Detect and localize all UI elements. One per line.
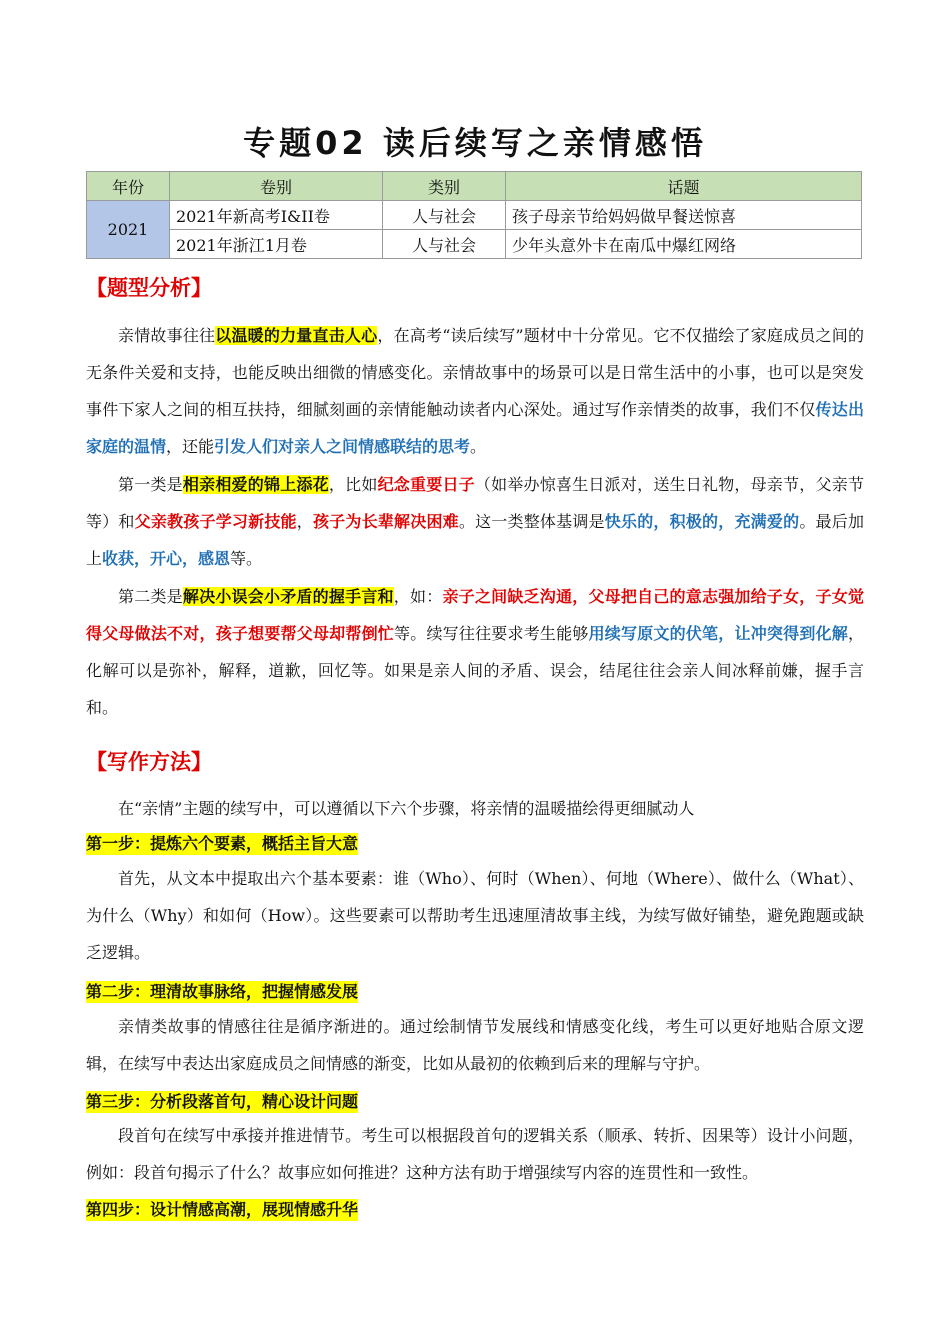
step-2-heading: 第二步：理清故事脉络，把握情感发展 — [86, 982, 359, 1001]
table-row — [87, 230, 862, 259]
analysis-heading: 【题型分析】 — [86, 276, 212, 300]
header-paper: 卷别 — [170, 172, 383, 201]
highlight: 相亲相爱的锦上添花 — [182, 475, 329, 494]
blue-emphasis: 传达出家庭的温情 — [86, 400, 864, 456]
text: 等。续写往往要求考生能够 — [394, 624, 589, 643]
red-emphasis: 亲子之间缺乏沟通，父母把自己的意志强加给子女，子女觉得父母做法不对，孩子想要帮父母却帮倒忙 — [86, 587, 864, 643]
blue-emphasis: 快乐的，积极的，充满爱的 — [604, 512, 800, 531]
text: ，化解可以是弥补，解释，道歉，回忆等。如果是亲人间的矛盾、误会，结尾往往会亲人间冰释前嫌，握手言和。 — [86, 624, 864, 717]
table-row — [87, 201, 862, 230]
text: ， — [296, 512, 313, 531]
paper-cell: 2021年新高考I&II卷 — [170, 201, 383, 230]
header-category: 类别 — [383, 172, 506, 201]
year-cell: 2021 — [87, 201, 170, 259]
topic-cell: 少年头意外卡在南瓜中爆红网络 — [506, 230, 862, 259]
step-4-heading: 第四步：设计情感高潮，展现情感升华 — [86, 1200, 359, 1219]
text: 等。 — [230, 549, 263, 568]
step-1-heading: 第一步：提炼六个要素，概括主旨大意 — [86, 834, 359, 853]
highlight: 解决小误会小矛盾的握手言和 — [182, 587, 394, 606]
blue-emphasis: 引发人们对亲人之间情感联结的思考 — [214, 437, 471, 456]
text: （如举办惊喜生日派对，送生日礼物，母亲节，父亲节等）和 — [86, 475, 864, 531]
table-header-row — [87, 172, 862, 201]
page-title: 专题02 读后续写之亲情感悟 — [243, 124, 707, 162]
topic-cell: 孩子母亲节给妈妈做早餐送惊喜 — [506, 201, 862, 230]
text: 第二类是 — [118, 587, 183, 606]
analysis-paragraph-1 — [86, 317, 864, 465]
blue-emphasis: 用续写原文的伏笔，让冲突得到化解 — [588, 624, 848, 643]
text: ，还能 — [166, 437, 215, 456]
step-1-text: 首先，从文本中提取出六个基本要素：谁（Who）、何时（When）、何地（Where）、做什么（What）、为什么（Why）和如何（How）。这些要素可以帮助考生迅速厘清故事主线，为续写做好铺垫，避免跑题或缺乏逻辑。 — [86, 869, 864, 962]
method-intro: 在“亲情”主题的续写中，可以遵循以下六个步骤，将亲情的温暖描绘得更细腻动人 — [118, 799, 695, 818]
text: 第一类是 — [118, 475, 183, 494]
red-emphasis: 孩子为长辈解决困难 — [312, 512, 459, 531]
text: 亲情故事往往 — [118, 326, 216, 345]
blue-emphasis: 收获，开心，感恩 — [102, 549, 231, 568]
header-topic: 话题 — [506, 172, 862, 201]
highlight: 以温暖的力量直击人心 — [215, 326, 378, 345]
step-3-heading: 第三步：分析段落首句，精心设计问题 — [86, 1092, 359, 1111]
text: ，比如 — [328, 475, 378, 494]
text: 。 — [470, 437, 487, 456]
method-heading: 【写作方法】 — [86, 750, 212, 774]
text: 。最后加上 — [86, 512, 864, 568]
text: ，如： — [393, 587, 443, 606]
category-cell: 人与社会 — [383, 230, 506, 259]
step-3-text: 段首句在续写中承接并推进情节。考生可以根据段首句的逻辑关系（顺承、转折、因果等）设计小问题，例如：段首句揭示了什么？故事应如何推进？这种方法有助于增强续写内容的连贯性和一致性。 — [86, 1126, 864, 1182]
analysis-paragraph-3 — [86, 578, 864, 726]
topic-table — [86, 171, 862, 259]
red-emphasis: 纪念重要日子 — [377, 475, 475, 494]
text: ，在高考“读后续写”题材中十分常见。它不仅描绘了家庭成员之间的无条件关爱和支持，也能反映出细微的情感变化。亲情故事中的场景可以是日常生活中的小事，也可以是突发事件下家人之间的相互扶持，细腻刻画的亲情能触动读者内心深处。通过写作亲情类的故事，我们不仅 — [86, 326, 864, 419]
red-emphasis: 父亲教孩子学习新技能 — [134, 512, 297, 531]
step-2-text: 亲情类故事的情感往往是循序渐进的。通过绘制情节发展线和情感变化线，考生可以更好地贴合原文逻辑，在续写中表达出家庭成员之间情感的渐变，比如从最初的依赖到后来的理解与守护。 — [86, 1017, 864, 1073]
analysis-paragraph-2 — [86, 466, 864, 577]
category-cell: 人与社会 — [383, 201, 506, 230]
header-year: 年份 — [87, 172, 170, 201]
text: 。这一类整体基调是 — [458, 512, 605, 531]
paper-cell: 2021年浙江1月卷 — [170, 230, 383, 259]
